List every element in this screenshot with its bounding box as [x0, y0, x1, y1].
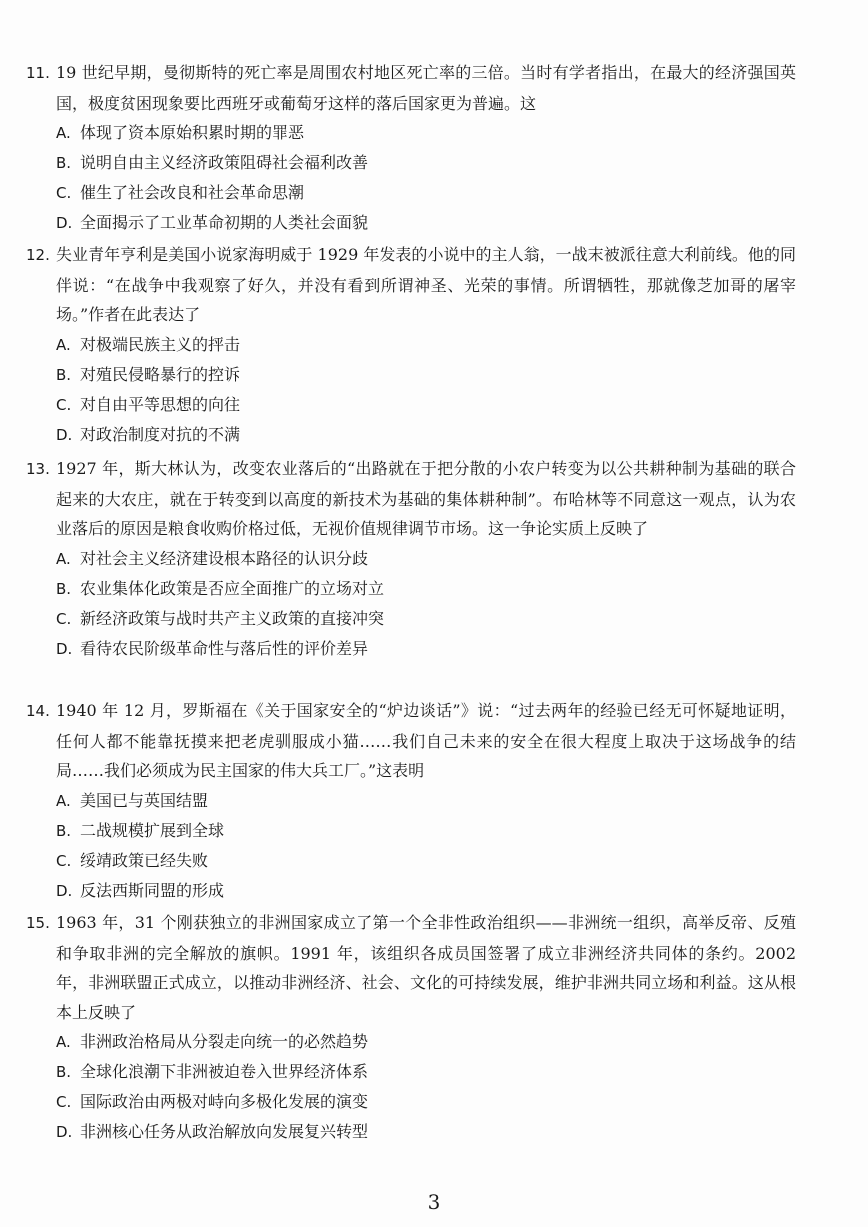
option-letter: C.	[56, 184, 72, 203]
question-stem	[26, 696, 796, 786]
question-number: 12.	[26, 246, 50, 264]
question-13	[26, 454, 796, 664]
question-number: 11.	[26, 64, 50, 82]
option-text: 非洲核心任务从政治解放向发展复兴转型	[80, 1122, 369, 1142]
question-number: 13.	[26, 460, 50, 478]
option-letter: A.	[56, 791, 71, 810]
question-stem	[26, 58, 796, 118]
question-15	[26, 908, 796, 1147]
option-text: 体现了资本原始积累时期的罪恶	[80, 123, 305, 143]
option-letter: B.	[56, 1063, 72, 1082]
option-letter: D.	[56, 425, 73, 444]
option-text: 国际政治由两极对峙向多极化发展的演变	[80, 1092, 369, 1112]
page-number: 3	[427, 1190, 441, 1214]
question-stem	[26, 908, 796, 1027]
question-text: 19 世纪早期，曼彻斯特的死亡率是周围农村地区死亡率的三倍。当时有学者指出，在最大的经济强国英国，极度贫困现象要比西班牙或葡萄牙这样的落后国家更为普遍。这	[56, 63, 796, 113]
question-11	[26, 58, 796, 238]
question-14	[26, 696, 796, 906]
question-number: 15.	[26, 914, 50, 932]
option-text: 看待农民阶级革命性与落后性的评价差异	[80, 638, 369, 658]
option-d	[26, 1117, 796, 1147]
option-b	[26, 148, 796, 178]
option-text: 反法西斯同盟的形成	[80, 880, 225, 900]
option-text: 全面揭示了工业革命初期的人类社会面貌	[80, 213, 369, 233]
option-list	[26, 118, 796, 238]
option-text: 农业集体化政策是否应全面推广的立场对立	[80, 578, 385, 598]
option-d	[26, 208, 796, 238]
option-letter: D.	[56, 1123, 73, 1142]
option-list	[26, 786, 796, 906]
question-text: 1963 年，31 个刚获独立的非洲国家成立了第一个全非性政治组织——非洲统一组织，高举反帝、反殖和争取非洲的完全解放的旗帜。1991 年，该组织各成员国签署了成立非洲经济共同体的条约。2002 年，非洲联盟正式成立，以推动非洲经济、社会、文化的可持续发展，维护非洲共同立场和利益。这从根本上反映了	[56, 913, 796, 1022]
question-number: 14.	[26, 702, 50, 720]
option-letter: D.	[56, 881, 73, 900]
option-text: 对自由平等思想的向往	[80, 394, 241, 414]
option-text: 对社会主义经济建设根本路径的认识分歧	[80, 548, 369, 568]
option-letter: C.	[56, 851, 72, 870]
option-text: 催生了社会改良和社会革命思潮	[80, 183, 305, 203]
option-list	[26, 1027, 796, 1147]
option-a	[26, 1027, 796, 1057]
option-letter: C.	[56, 609, 72, 628]
option-letter: A.	[56, 1033, 71, 1052]
option-c	[26, 178, 796, 208]
option-letter: A.	[56, 335, 71, 354]
option-a	[26, 330, 796, 360]
question-text: 1940 年 12 月，罗斯福在《关于国家安全的“炉边谈话”》说：“过去两年的经验已经无可怀疑地证明，任何人都不能靠抚摸来把老虎驯服成小猫……我们自己未来的安全在很大程度上取决于这场战争的结局……我们必须成为民主国家的伟大兵工厂。”这表明	[56, 701, 796, 781]
question-text: 1927 年，斯大林认为，改变农业落后的“出路就在于把分散的小农户转变为以公共耕种制为基础的联合起来的大农庄，就在于转变到以高度的新技术为基础的集体耕种制”。布哈林等不同意这一观点，认为农业落后的原因是粮食收购价格过低，无视价值规律调节市场。这一争论实质上反映了	[56, 459, 796, 539]
option-text: 对殖民侵略暴行的控诉	[80, 364, 241, 384]
option-text: 非洲政治格局从分裂走向统一的必然趋势	[80, 1032, 369, 1052]
option-d	[26, 634, 796, 664]
question-stem	[26, 240, 796, 330]
option-c	[26, 390, 796, 420]
question-text: 失业青年亨利是美国小说家海明威于 1929 年发表的小说中的主人翁，一战末被派往意大利前线。他的同伴说：“在战争中我观察了好久，并没有看到所谓神圣、光荣的事情。所谓牺牲，那就像芝加哥的屠宰场。”作者在此表达了	[56, 245, 796, 325]
option-text: 美国已与英国结盟	[80, 790, 209, 810]
option-text: 绥靖政策已经失败	[80, 850, 209, 870]
option-text: 对极端民族主义的抨击	[80, 334, 241, 354]
option-c	[26, 1087, 796, 1117]
option-letter: B.	[56, 821, 72, 840]
option-text: 对政治制度对抗的不满	[80, 424, 241, 444]
option-d	[26, 420, 796, 450]
option-text: 说明自由主义经济政策阻碍社会福利改善	[80, 153, 369, 173]
option-text: 新经济政策与战时共产主义政策的直接冲突	[80, 608, 385, 628]
option-letter: B.	[56, 579, 72, 598]
question-12	[26, 240, 796, 450]
option-letter: B.	[56, 154, 72, 173]
option-letter: A.	[56, 124, 71, 143]
option-b	[26, 574, 796, 604]
option-b	[26, 1057, 796, 1087]
option-a	[26, 786, 796, 816]
option-d	[26, 876, 796, 906]
option-letter: C.	[56, 395, 72, 414]
option-letter: C.	[56, 1093, 72, 1112]
option-text: 全球化浪潮下非洲被迫卷入世界经济体系	[80, 1062, 369, 1082]
option-letter: A.	[56, 549, 71, 568]
option-letter: B.	[56, 365, 72, 384]
option-letter: D.	[56, 214, 73, 233]
option-list	[26, 330, 796, 450]
question-stem	[26, 454, 796, 544]
option-text: 二战规模扩展到全球	[80, 820, 225, 840]
option-b	[26, 816, 796, 846]
option-c	[26, 604, 796, 634]
option-letter: D.	[56, 639, 73, 658]
option-a	[26, 118, 796, 148]
option-c	[26, 846, 796, 876]
option-b	[26, 360, 796, 390]
option-a	[26, 544, 796, 574]
option-list	[26, 544, 796, 664]
